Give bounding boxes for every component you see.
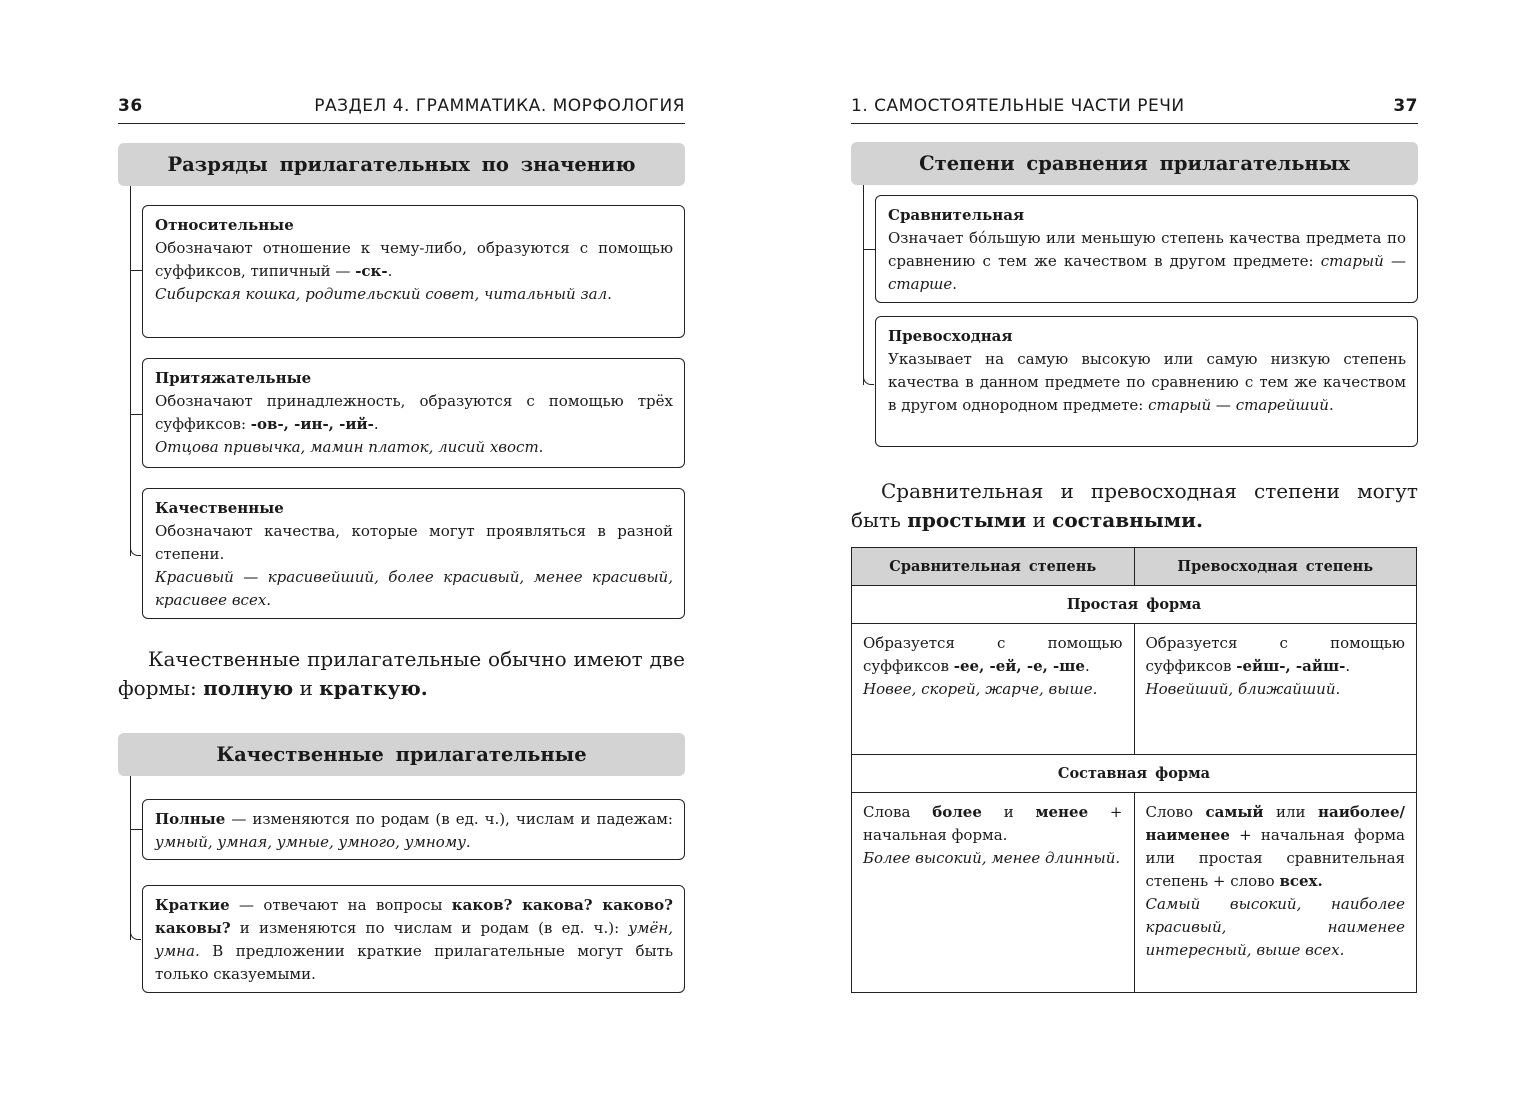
card-suffix: -ск- (355, 262, 388, 280)
card-questions: каков? какова? каково? каковы? (155, 896, 673, 937)
table-cell (1134, 624, 1417, 755)
bracket-tick (130, 414, 142, 415)
card-title: Превосходная (888, 327, 1013, 345)
running-title: РАЗДЕЛ 4. ГРАММАТИКА. МОРФОЛОГИЯ (314, 96, 685, 116)
card-qualitative (142, 488, 685, 619)
running-head-left (118, 94, 685, 124)
bracket-tick (130, 829, 142, 830)
cell-bold: самый (1205, 803, 1264, 821)
paragraph-bold: составными (1052, 508, 1196, 532)
cell-bold: более (932, 803, 982, 821)
card-text-end: . (952, 275, 958, 293)
cell-text: и (1003, 803, 1014, 821)
table-header: Превосходная степень (1134, 548, 1417, 586)
paragraph-bold: краткую (319, 676, 421, 700)
cell-text-end: . (1084, 657, 1090, 675)
card-text: Означает бóльшую или меньшую степень качества предмета по сравнению с тем же качеством в другом предмете: (888, 229, 1406, 270)
bracket-line (863, 185, 864, 385)
card-comparative (875, 195, 1418, 303)
bracket-line (130, 186, 131, 556)
paragraph-end: . (1195, 508, 1203, 532)
table-subheader-simple: Простая форма (852, 586, 1417, 624)
paragraph-simple-compound (851, 477, 1418, 535)
paragraph-text: Сравнительная и превосходная степени могут быть (851, 479, 1418, 532)
card-suffixes: -ов-, -ин-, -ий- (250, 415, 374, 433)
bracket-line (130, 776, 131, 940)
card-text: Обозначают принадлежность, образуются с помощью трёх суффиксов: (155, 392, 673, 433)
cell-text: Слово (1145, 803, 1194, 821)
cell-text-end: . (1345, 657, 1351, 675)
cell-example: Новее, скорей, жарче, выше. (863, 680, 1098, 698)
cell-text: + начальная форма или простая сравнительная степень + слово (1145, 826, 1405, 890)
cell-example: Самый высокий, наиболее красивый, наименее интересный, выше всех. (1145, 895, 1405, 959)
card-title: Относительные (155, 216, 294, 234)
card-text: — отвечают на вопросы (239, 896, 443, 914)
card-text: и изменяются по числам и родам (в ед. ч.): (239, 919, 620, 937)
cell-suffixes: -ее, -ей, -е, -ше (953, 657, 1085, 675)
card-title: Притяжательные (155, 369, 312, 387)
table-cell (1134, 793, 1417, 993)
cell-text: Слова (863, 803, 911, 821)
card-title: Сравнительная (888, 206, 1025, 224)
table-subheader-compound: Составная форма (852, 755, 1417, 793)
card-text-end: . (387, 262, 393, 280)
card-term: Полные (155, 810, 226, 828)
card-example: Отцова привычка, мамин платок, лисий хвост. (155, 438, 544, 456)
card-example: умный, умная, умные, умного, умному. (155, 833, 471, 851)
card-text-end: . (1328, 396, 1334, 414)
cell-text: или (1276, 803, 1306, 821)
card-full-form (142, 799, 685, 860)
paragraph-bold: полную (203, 676, 294, 700)
card-possessive (142, 358, 685, 468)
card-relative (142, 205, 685, 338)
card-text: — изменяются по родам (в ед. ч.), числам и падежам: (231, 810, 673, 828)
card-example: старый — старше (888, 252, 1406, 293)
table-row (852, 624, 1417, 755)
running-head-right (851, 94, 1418, 124)
bracket-tick (863, 249, 875, 250)
card-title: Качественные (155, 499, 284, 517)
card-short-form (142, 885, 685, 993)
card-text: В предложении краткие прилагательные могут быть только сказуемыми. (155, 942, 673, 983)
running-title: 1. САМОСТОЯТЕЛЬНЫЕ ЧАСТИ РЕЧИ (851, 96, 1185, 116)
cell-text: Образуется с помощью суффиксов (863, 634, 1123, 675)
table-header-row (852, 548, 1417, 586)
table-header: Сравнительная степень (852, 548, 1135, 586)
card-example: Сибирская кошка, родительский совет, читальный зал. (155, 285, 612, 303)
paragraph-end: . (420, 676, 428, 700)
cell-bold: всех (1279, 872, 1318, 890)
card-superlative (875, 316, 1418, 447)
page-number: 37 (1393, 96, 1418, 116)
paragraph-text: Качественные прилагательные обычно имеют две формы: (118, 647, 685, 700)
card-example: умён, умна. (155, 919, 673, 960)
cell-bold: наиболее/наименее (1145, 803, 1405, 844)
cell-example: Более высокий, менее длинный. (863, 849, 1121, 867)
cell-bold: менее (1035, 803, 1089, 821)
paragraph-bold: простыми (907, 508, 1027, 532)
paragraph-text: и (299, 676, 313, 700)
card-term: Краткие (155, 896, 230, 914)
cell-text: Образуется с помощью суффиксов (1145, 634, 1405, 675)
degrees-table (851, 547, 1417, 993)
table-cell (852, 624, 1135, 755)
cell-suffixes: -ейш-, -айш- (1236, 657, 1346, 675)
page-number: 36 (118, 96, 143, 116)
cell-example: Новейший, ближайший. (1145, 680, 1341, 698)
table-row (852, 586, 1417, 624)
table-row (852, 755, 1417, 793)
card-example: Красивый — красивейший, более красивый, менее красивый, красивее всех. (155, 568, 673, 609)
section-title-degrees: Степени сравнения прилагательных (851, 142, 1418, 185)
card-text-end: . (373, 415, 379, 433)
table-row (852, 793, 1417, 993)
card-text: Обозначают качества, которые могут проявляться в разной степени. (155, 522, 673, 563)
card-text: Обозначают отношение к чему-либо, образуются с помощью суффиксов, типичный — (155, 239, 673, 280)
table-cell (852, 793, 1135, 993)
card-text: Указывает на самую высокую или самую низкую степень качества в данном предмете по сравнению с тем же качеством в другом однородном предмете: (888, 350, 1406, 414)
section-title-qualitative: Качественные прилагательные (118, 733, 685, 776)
cell-text-end: . (1317, 872, 1323, 890)
paragraph-text: и (1032, 508, 1046, 532)
cell-text: + начальная форма. (863, 803, 1123, 844)
section-title-adjective-categories: Разряды прилагательных по значению (118, 143, 685, 186)
card-example: старый — старейший (1148, 396, 1329, 414)
paragraph-two-forms (118, 645, 685, 703)
bracket-tick (130, 270, 142, 271)
